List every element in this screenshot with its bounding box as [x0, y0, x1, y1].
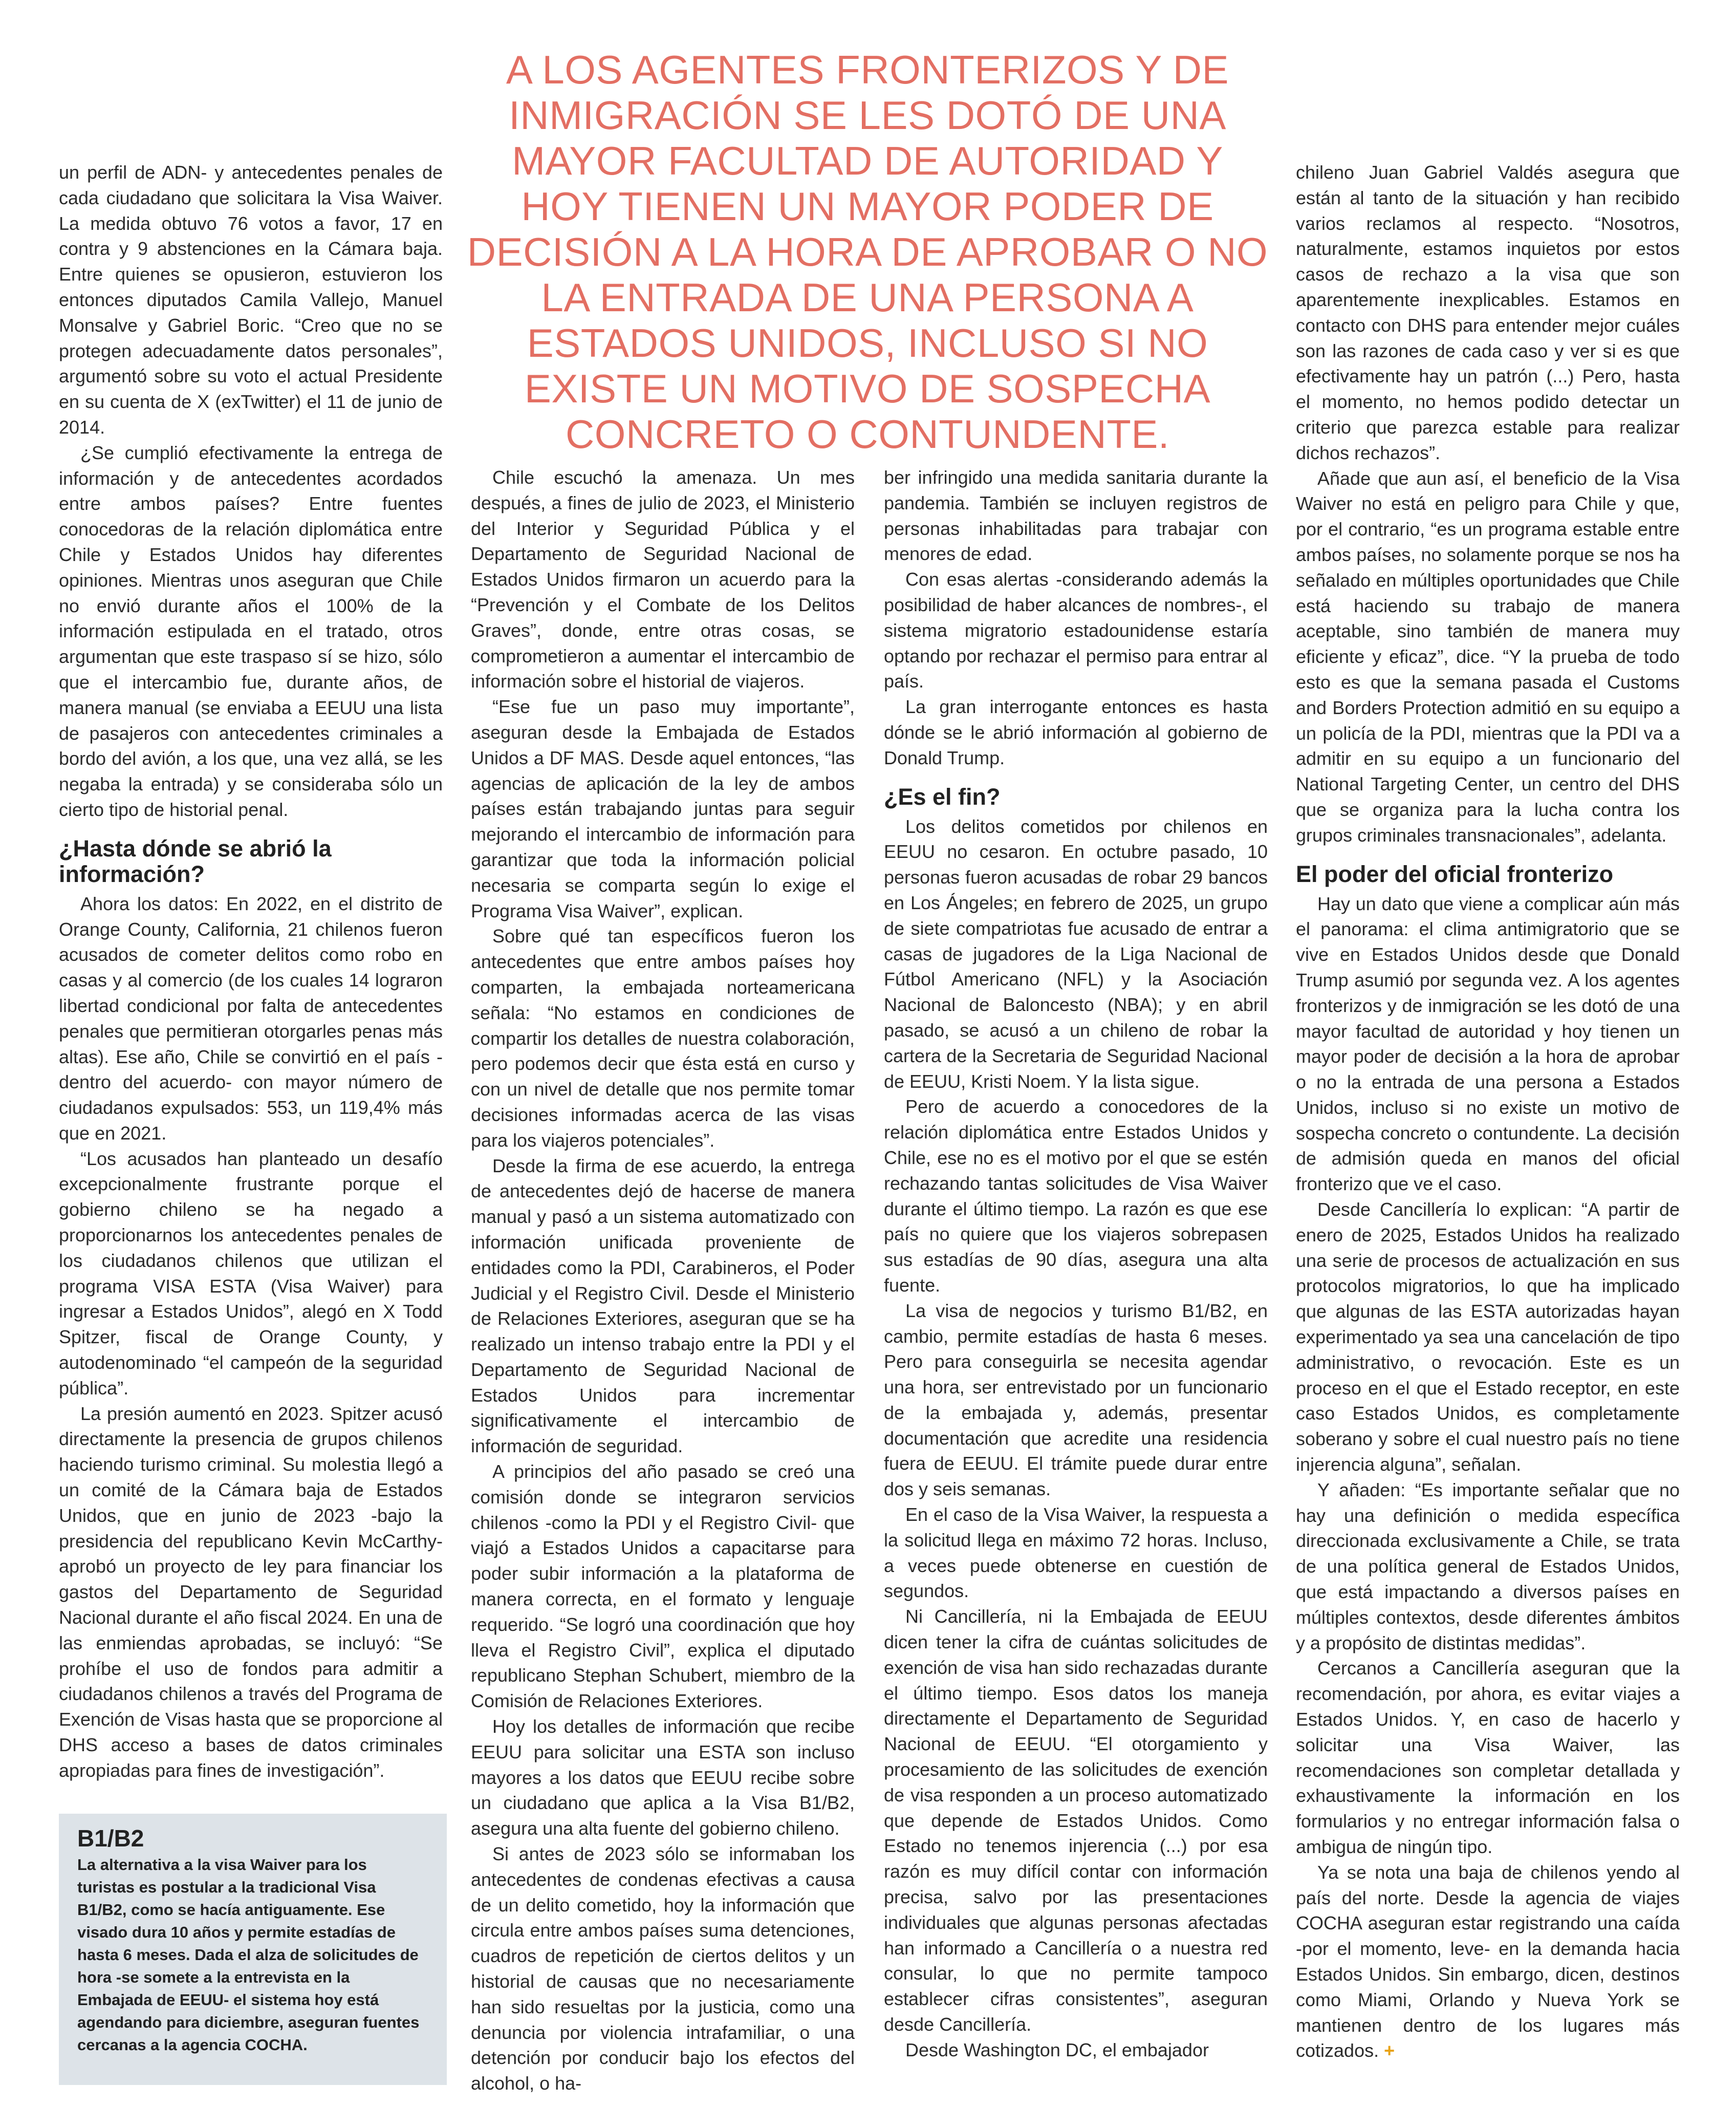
paragraph: “Los acusados han planteado un desafío excepcionalmente frustrante porque el gobierno chileno se ha negado a proporcionarnos los antecedentes penales de los ciudadanos chilenos que utilizan el programa VISA ESTA (Visa Waiver) para ingresar a Estados Unidos”, alegó en X Todd Spitzer, fiscal de Orange County, y autodenominado “el campeón de la seguridad pública”. [59, 1148, 443, 1399]
section-heading: ¿Es el fin? [884, 783, 1001, 810]
paragraph: Desde Cancillería lo explican: “A partir de enero de 2025, Estados Unidos ha realizado una serie de procesos de actualización en sus protocolos migratorios, lo que ha implicado que algunas de las ESTA autorizadas hayan experimentado ya sea una cancelación de tipo administrativo, o revocación. Este es un proceso en el que el Estado receptor, en este caso Estados Unidos, es completamente soberano y sobre el cual nuestro país no tiene injerencia alguna”, señalan. [1296, 1199, 1680, 1475]
paragraph: La gran interrogante entonces es hasta dónde se le abrió información al gobierno de Donald Trump. [884, 696, 1268, 768]
paragraph: ber infringido una medida sanitaria durante la pandemia. También se incluyen registros de personas inhabilitadas para trabajar con menores de edad. [884, 467, 1268, 565]
sidebar-box [59, 1814, 447, 2085]
paragraph: ¿Se cumplió efectivamente la entrega de información y de antecedentes acordados entre ambos países? Entre fuentes conocedoras de la relación diplomática entre Chile y Estados Unidos hay diferentes opiniones. Mientras unos aseguran que Chile no envió durante años el 100% de la información estipulada en el tratado, otros argumentan que este traspaso sí se hizo, sólo que el intercambio fue, durante años, de manera manual (se enviaba a EEUU una lista de pasajeros con antecedentes criminales a bordo del avión, a los que, una vez allá, se les negaba la entrada) y se consideraba sólo un cierto tipo de historial penal. [59, 442, 443, 820]
article-column-1 [59, 160, 443, 1783]
section-heading: El poder del oficial fronterizo [1296, 861, 1614, 887]
paragraph: chileno Juan Gabriel Valdés asegura que están al tanto de la situación y han recibido varios reclamos al respecto. “Nosotros, naturalmente, estamos inquietos por estos casos de rechazo a la visa que son aparentemente inexplicables. Estamos en contacto con DHS para entender mejor cuáles son las razones de cada caso y ver si es que efectivamente hay un patrón (...) Pero, hasta el momento, no hemos podido detectar un criterio que parezca estable para realizar dichos rechazos”. [1296, 162, 1680, 463]
pull-quote: A LOS AGENTES FRONTERIZOS Y DE INMIGRACIÓN SE LES DOTÓ DE UNA MAYOR FACULTAD DE AUTORIDAD Y HOY TIENEN UN MAYOR PODER DE DECISIÓN A LA HORA DE APROBAR O NO LA ENTRADA DE UNA PERSONA A ESTADOS UNIDOS, INCLUSO SI NO EXISTE UN MOTIVO DE SOSPECHA CONCRETO O CONTUNDENTE. [467, 47, 1268, 457]
paragraph-text: Ya se nota una baja de chilenos yendo al país del norte. Desde la agencia de viajes COCHA aseguran estar registrando una caída -por el momento, leve- en la demanda hacia Estados Unidos. Sin embargo, dicen, destinos como Miami, Orlando y Nueva York se mantienen dentro de los lugares más cotizados. [1296, 1861, 1680, 2061]
paragraph: Desde Washington DC, el embajador [905, 2039, 1209, 2060]
sidebar-title: B1/B2 [77, 1825, 144, 1852]
last-paragraph [1296, 1860, 1680, 2063]
paragraph: Desde la firma de ese acuerdo, la entrega de antecedentes dejó de hacerse de manera manual y pasó a un sistema automatizado con información unificada proveniente de entidades como la PDI, Carabineros, el Poder Judicial y el Registro Civil. Desde el Ministerio de Relaciones Exteriores, aseguran que se ha realizado un intenso trabajo entre la PDI y el Departamento de Seguridad Nacional de Estados Unidos para incrementar significativamente el intercambio de información de seguridad. [471, 1155, 855, 1457]
paragraph: Si antes de 2023 sólo se informaban los antecedentes de condenas efectivas a causa de un delito cometido, hoy la información que circula entre ambos países suma detenciones, cuadros de repetición de ciertos delitos y un historial de causas que no necesariamente han sido resueltas por la justicia, como una denuncia por violencia intrafamiliar, o una detención por conducir bajo los efectos del alcohol, o ha- [471, 1843, 855, 2094]
paragraph: En el caso de la Visa Waiver, la respuesta a la solicitud llega en máximo 72 horas. Incluso, a veces puede obtenerse en cuestión de segundos. [884, 1504, 1268, 1602]
paragraph: Y añaden: “Es importante señalar que no hay una definición o medida específica direccionada exclusivamente a Chile, se trata de una política general de Estados Unidos, que está impactando a diversos países en múltiples contextos, desde diferentes ámbitos y a propósito de distintas medidas”. [1296, 1479, 1680, 1653]
paragraph: La visa de negocios y turismo B1/B2, en cambio, permite estadías de hasta 6 meses. Pero para conseguirla se necesita agendar una hora, ser entrevistado por un funcionario de la embajada y, además, presentar documentación que acredite una residencia fuera de EEUU. El trámite puede durar entre dos y seis semanas. [884, 1300, 1268, 1500]
paragraph: La presión aumentó en 2023. Spitzer acusó directamente la presencia de grupos chilenos haciendo turismo criminal. Su molestia llegó a un comité de la Cámara baja de Estados Unidos, que en junio de 2023 -bajo la presidencia del republicano Kevin McCarthy- aprobó un proyecto de ley para financiar los gastos del Departamento de Seguridad Nacional durante el año fiscal 2024. En una de las enmiendas aprobadas, se incluyó: “Se prohíbe el uso de fondos para admitir a ciudadanos chilenos a través del Programa de Exención de Visas hasta que se proporcione al DHS acceso a bases de datos criminales apropiadas para fines de investigación”. [59, 1403, 443, 1781]
paragraph: Hoy los detalles de información que recibe EEUU para solicitar una ESTA son incluso mayores a los datos que EEUU recibe sobre un ciudadano que aplica a la Visa B1/B2, asegura una alta fuente del gobierno chileno. [471, 1716, 855, 1839]
paragraph: un perfil de ADN- y antecedentes penales de cada ciudadano que solicitara la Visa Waiver. La medida obtuvo 76 votos a favor, 17 en contra y 9 abstenciones en la Cámara baja. Entre quienes se opusieron, estuvieron los entonces diputados Camila Vallejo, Manuel Monsalve y Gabriel Boric. “Creo que no se protegen adecuadamente datos personales”, argumentó sobre su voto el actual Presidente en su cuenta de X (exTwitter) el 11 de junio de 2014. [59, 162, 443, 438]
paragraph: Los delitos cometidos por chilenos en EEUU no cesaron. En octubre pasado, 10 personas fueron acusadas de robar 29 bancos en Los Ángeles; en febrero de 2025, un grupo de siete compatriotas fue acusado de entrar a casas de jugadores de la Liga Nacional de Fútbol Americano (NFL) y la Asociación Nacional de Baloncesto (NBA); y en abril pasado, se acusó a un chileno de robar la cartera de la Secretaria de Seguridad Nacional de EEUU, Kristi Noem. Y la lista sigue. [884, 815, 1268, 1092]
paragraph: Ni Cancillería, ni la Embajada de EEUU dicen tener la cifra de cuántas solicitudes de exención de visa han sido rechazadas durante el último tiempo. Esos datos los maneja directamente el Departamento de Seguridad Nacional de EEUU. “El otorgamiento y procesamiento de las solicitudes de exención de visa responden a un proceso automatizado que depende de Estados Unidos. Como Estado no tenemos injerencia (...) por esa razón es muy difícil contar con información precisa, salvo por las presentaciones individuales que algunas personas afectadas han informado a Cancillería o a nuestra red consular, lo que no permite tampoco establecer cifras consistentes”, aseguran desde Cancillería. [884, 1606, 1268, 2035]
section-heading: ¿Hasta dónde se abrió la información? [59, 835, 332, 887]
sidebar-text: La alternativa a la visa Waiver para los turistas es postular a la tradicional Visa B1/B2, como se hacía antiguamente. Ese visado dura 10 años y permite estadías de hasta 6 meses. Dada el alza de solicitudes de hora -se somete a la entrevista en la Embajada de EEUU- el sistema hoy está agendando para diciembre, aseguran fuentes cercanas a la agencia COCHA. [77, 1856, 420, 2054]
end-mark-icon: + [1384, 2040, 1395, 2061]
article-column-2 [471, 465, 855, 2096]
paragraph: Cercanos a Cancillería aseguran que la recomendación, por ahora, es evitar viajes a Estados Unidos. Y, en caso de hacerlo y solicitar una Visa Waiver, las recomendaciones son completar detallada y exhaustivamente la información en los formularios y no entregar información falsa o ambigua de ningún tipo. [1296, 1658, 1680, 1857]
paragraph: Sobre qué tan específicos fueron los antecedentes que entre ambos países hoy comparten, la embajada norteamericana señala: “No estamos en condiciones de compartir los detalles de nuestra colaboración, pero podemos decir que ésta está en curso y con un nivel de detalle que nos permite tomar decisiones informadas acerca de las visas para los viajeros potenciales”. [471, 926, 855, 1151]
paragraph: Con esas alertas -considerando además la posibilidad de haber alcances de nombres-, el sistema migratorio estadounidense estaría optando por rechazar el permiso para entrar al país. [884, 569, 1268, 692]
paragraph: Ahora los datos: En 2022, en el distrito de Orange County, California, 21 chilenos fueron acusados de cometer delitos como robo en casas y al comercio (de los cuales 14 lograron libertad condicional por falta de antecedentes penales que permitieran otorgarles penas más altas). Ese año, Chile se convirtió en el país -dentro del acuerdo- con mayor número de ciudadanos expulsados: 553, un 119,4% más que en 2021. [59, 893, 443, 1144]
article-column-4 [1296, 160, 1680, 2063]
paragraph: Hay un dato que viene a complicar aún más el panorama: el clima antimigratorio que se vive en Estados Unidos desde que Donald Trump asumió por segunda vez. A los agentes fronterizos y de inmigración se les dotó de una mayor facultad de autoridad y hoy tienen un mayor poder de decisión a la hora de aprobar o no la entrada de una persona a Estados Unidos, incluso si no existe un motivo de sospecha concreto o contundente. La decisión de admisión queda en manos del oficial fronterizo que ve el caso. [1296, 893, 1680, 1195]
paragraph: A principios del año pasado se creó una comisión donde se integraron servicios chilenos -como la PDI y el Registro Civil- que viajó a Estados Unidos a capacitarse para poder subir información a la plataforma de manera correcta, en el formato y lenguaje requerido. “Se logró una coordinación que hoy lleva el Registro Civil”, explica el diputado republicano Stephan Schubert, miembro de la Comisión de Relaciones Exteriores. [471, 1461, 855, 1712]
article-column-3 [884, 465, 1268, 2063]
paragraph: Chile escuchó la amenaza. Un mes después, a fines de julio de 2023, el Ministerio del Interior y Seguridad Pública y el Departamento de Seguridad Nacional de Estados Unidos firmaron un acuerdo para la “Prevención y el Combate de los Delitos Graves”, donde, entre otras cosas, se comprometieron a aumentar el intercambio de información sobre el historial de viajeros. [471, 467, 855, 692]
paragraph: Añade que aun así, el beneficio de la Visa Waiver no está en peligro para Chile y que, por el contrario, “es un programa estable entre ambos países, no solamente porque se nos ha señalado en múltiples oportunidades que Chile está haciendo su trabajo de manera aceptable, sino también de manera muy eficiente y eficaz”, dice. “Y la prueba de todo esto es que la semana pasada el Customs and Borders Protection admitió en su equipo a un policía de la PDI, mientras que la PDI va a admitir en su equipo a un funcionario del National Targeting Center, un centro del DHS que se organiza para la lucha contra los grupos criminales transnacionales”, adelanta. [1296, 467, 1680, 846]
paragraph: Pero de acuerdo a conocedores de la relación diplomática entre Estados Unidos y Chile, ese no es el motivo por el que se estén rechazando tantas solicitudes de Visa Waiver durante el último tiempo. La razón es que ese país no quiere que los viajeros sobrepasen sus estadías de 90 días, asegura una alta fuente. [884, 1096, 1268, 1296]
paragraph: “Ese fue un paso muy importante”, aseguran desde la Embajada de Estados Unidos a DF MAS. Desde aquel entonces, “las agencias de aplicación de la ley de ambos países están trabajando juntas para seguir mejorando el intercambio de información para garantizar que toda la información policial necesaria se comparta según lo exige el Programa Visa Waiver”, explican. [471, 696, 855, 921]
